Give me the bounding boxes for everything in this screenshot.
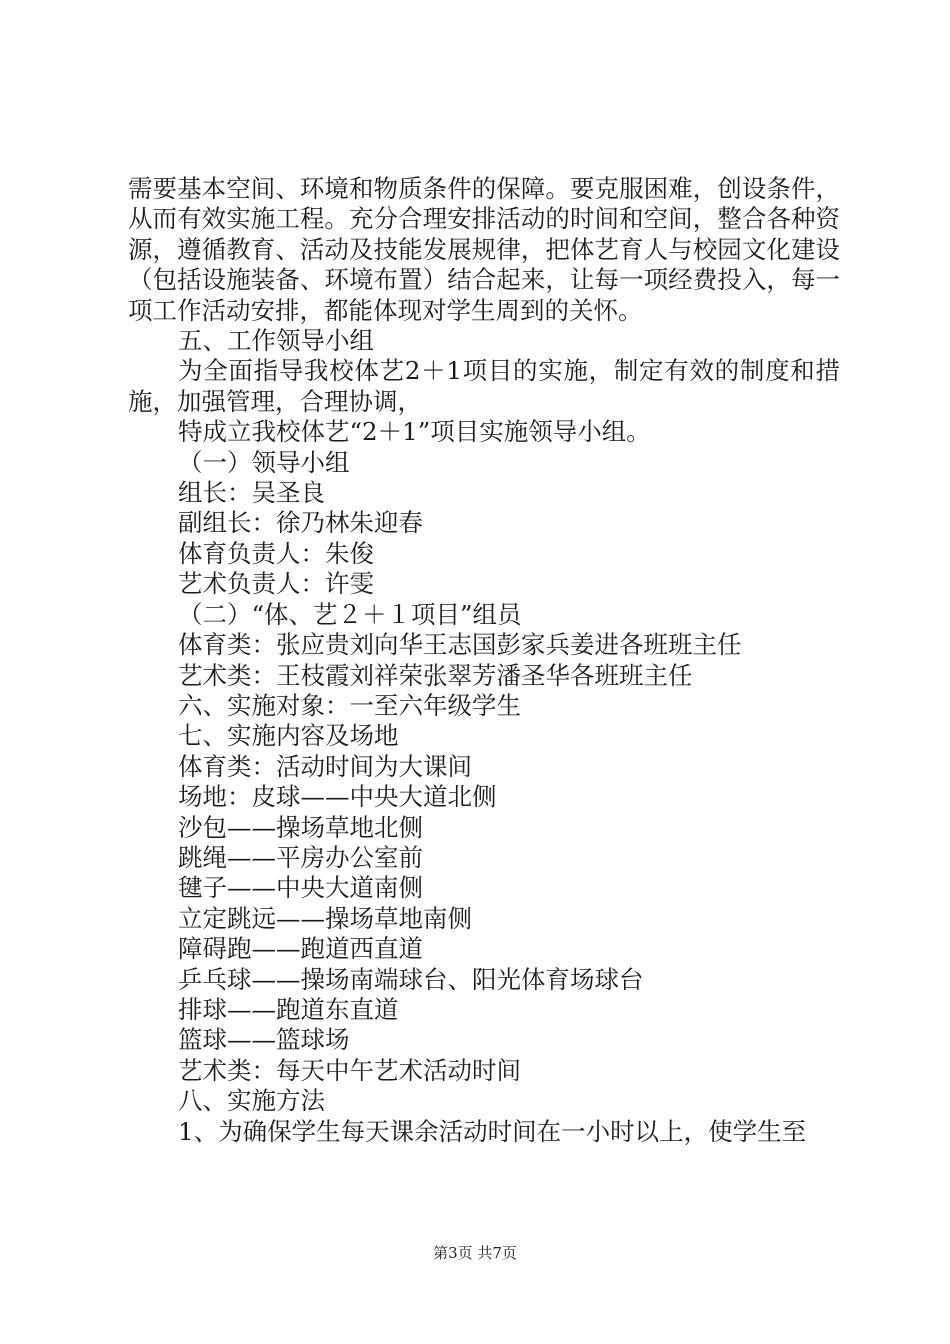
venue-table-tennis: 乒乓球——操场南端球台、阳光体育场球台 — [178, 964, 644, 994]
sports-lead: 体育负责人：朱俊 — [178, 538, 374, 568]
page-footer: 第3页 共7页 — [433, 1244, 517, 1262]
venue-shuttlecock: 毽子——中央大道南侧 — [178, 873, 423, 903]
group-leader: 组长：吴圣良 — [178, 478, 325, 508]
sports-members: 体育类：张应贵刘向华王志国彭家兵姜进各班班主任 — [178, 630, 742, 660]
venue-sandbag: 沙包——操场草地北侧 — [178, 812, 423, 842]
subheading-members: （二）“体、艺２＋１项目”组员 — [178, 599, 522, 629]
venue-rope: 跳绳——平房办公室前 — [178, 842, 423, 872]
heading-target: 六、实施对象：一至六年级学生 — [178, 690, 521, 720]
heading-methods: 八、实施方法 — [178, 1086, 325, 1116]
venue-basketball: 篮球——篮球场 — [178, 1025, 350, 1055]
arts-lead: 艺术负责人：许雯 — [178, 569, 374, 599]
paragraph-guidance: 为全面指导我校体艺2＋1项目的实施，制定有效的制度和措施，加强管理，合理协调， — [128, 356, 840, 416]
venue-long-jump: 立定跳远——操场草地南侧 — [178, 903, 472, 933]
subheading-leadership-group: （一）领导小组 — [178, 447, 350, 477]
venue-obstacle-run: 障碍跑——跑道西直道 — [178, 934, 423, 964]
arts-members: 艺术类：王枝霞刘祥荣张翠芳潘圣华各班班主任 — [178, 660, 693, 690]
heading-leadership-group: 五、工作领导小组 — [178, 326, 374, 356]
document-body — [128, 174, 840, 1147]
venue-ball: 场地：皮球——中央大道北侧 — [178, 782, 497, 812]
heading-content-venue: 七、实施内容及场地 — [178, 721, 399, 751]
paragraph-establish-group: 特成立我校体艺“2＋1”项目实施领导小组。 — [178, 417, 651, 447]
paragraph-facility-support: 需要基本空间、环境和物质条件的保障。要克服困难，创设条件，从而有效实施工程。充分合理安排活动的时间和空间，整合各种资源，遵循教育、活动及技能发展规律，把体艺育人与校园文化建设（包括设施装备、环境布置）结合起来，让每一项经费投入，每一项工作活动安排，都能体现对学生周到的关怀。 — [128, 174, 840, 325]
sports-time: 体育类：活动时间为大课间 — [178, 751, 472, 781]
arts-time: 艺术类：每天中午艺术活动时间 — [178, 1055, 521, 1085]
deputy-leaders: 副组长：徐乃林朱迎春 — [178, 508, 423, 538]
venue-volleyball: 排球——跑道东直道 — [178, 994, 399, 1024]
method-item-1: 1、为确保学生每天课余活动时间在一小时以上，使学生至 — [178, 1116, 807, 1146]
